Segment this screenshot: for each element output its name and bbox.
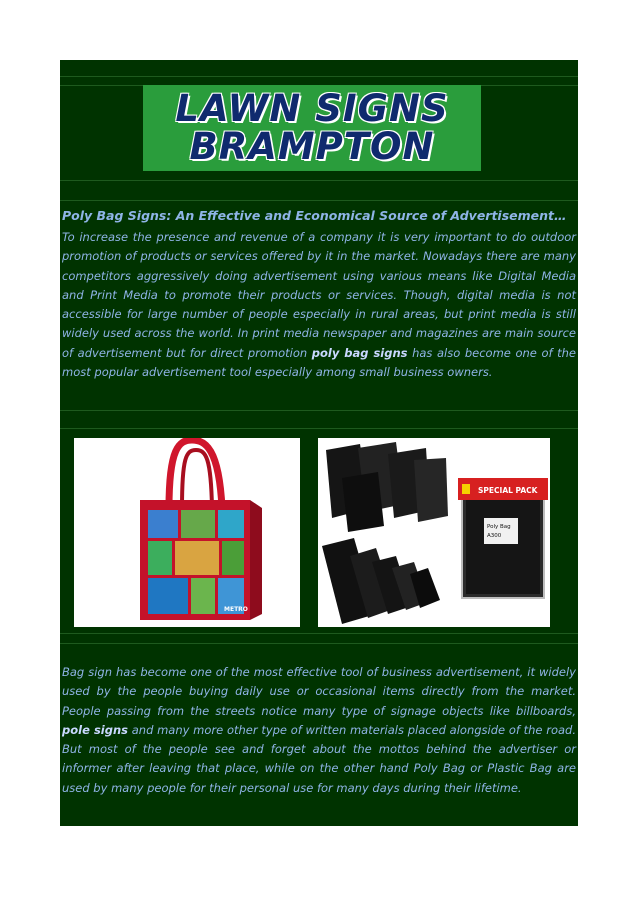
divider-line: [60, 643, 578, 644]
logo-line-1: LAWN SIGNS: [175, 87, 449, 130]
document-page: [60, 60, 578, 826]
shopping-bag-photo: [74, 438, 300, 627]
divider-line: [60, 428, 578, 429]
logo-line-2: BRAMPTON: [189, 125, 435, 168]
divider-line: [60, 76, 578, 77]
intro-paragraph: To increase the presence and revenue of a company it is very important to do outdoor promotion of products or services offered by it in the market. Nowadays there are many competitors aggressively doing advertisement using various means like Digital Media and Print Media to promote their products or services. Though, digital media is not accessible for large number of people especially in rural areas, but print media is still widely used across the world. In print media newspaper and magazines are main source of advertisement but for direct promotion poly bag signs has also become one of the most popular advertisement tool especially among small business owners.: [62, 230, 576, 380]
divider-line: [60, 180, 578, 181]
article-heading: Poly Bag Signs: An Effective and Economical Source of Advertisement…: [62, 208, 567, 223]
pack-label-line-2: A300: [487, 533, 502, 539]
special-pack-badge: SPECIAL PACK: [478, 486, 538, 495]
poly-bags-illustration: [318, 438, 550, 627]
shopping-bag-illustration: [74, 438, 300, 627]
divider-line: [60, 410, 578, 411]
bag-brand-label: METRO: [224, 606, 248, 613]
divider-line: [60, 200, 578, 201]
body-paragraph: Bag sign has become one of the most effective tool of business advertisement, it widely used by the people buying daily use or occasional items directly from the market. People passing from the streets notice many type of signage objects like billboards, pole signs and many more other type of written materials placed alongside of the road. But most of the people see and forget about the mottos behind the advertiser or informer after leaving that place, while on the other hand Poly Bag or Plastic Bag are used by many people for their personal use for many days during their lifetime.: [62, 665, 577, 795]
brand-logo: [143, 85, 481, 171]
divider-line: [60, 633, 578, 634]
pole-signs-link: pole signs: [62, 722, 129, 737]
poly-bags-photo: [318, 438, 550, 627]
pack-label-line-1: Poly Bag: [487, 524, 511, 530]
poly-bag-signs-link: poly bag signs: [311, 345, 408, 360]
